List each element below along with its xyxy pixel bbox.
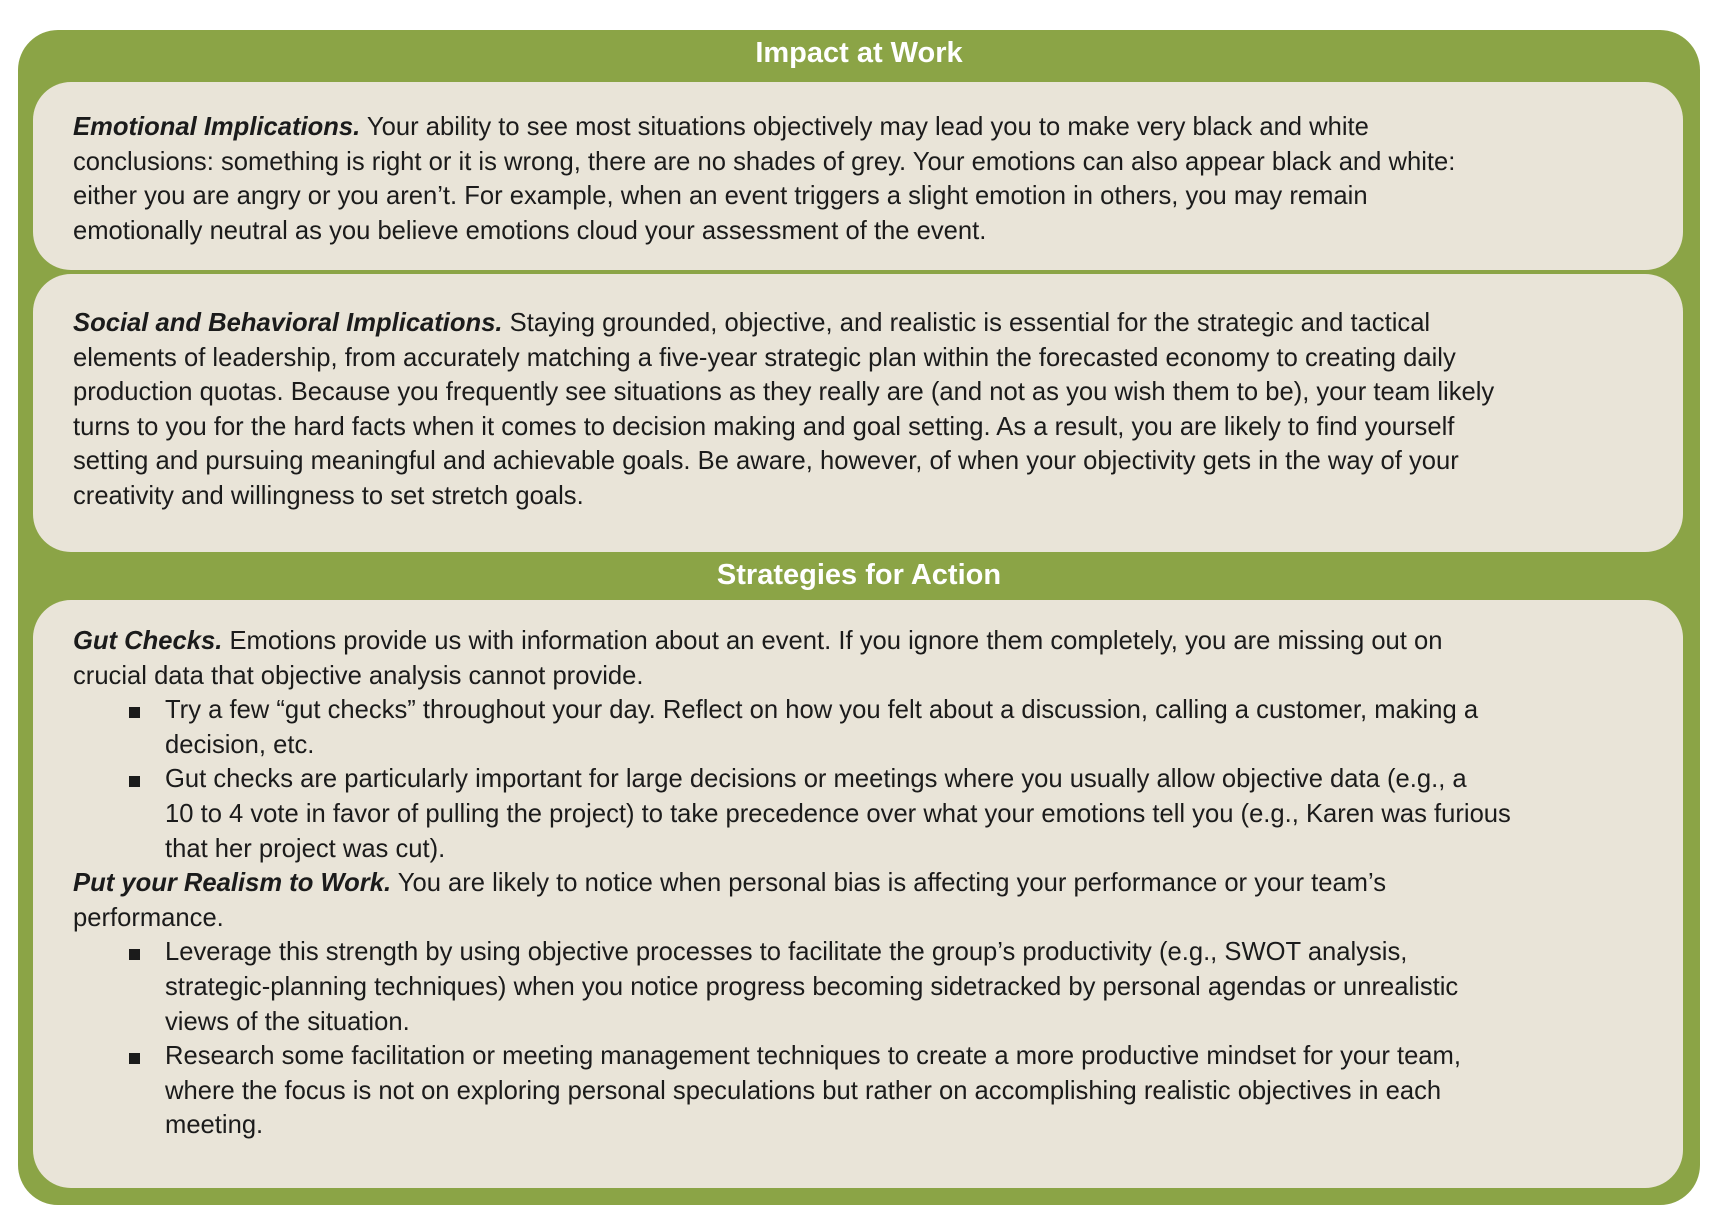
paragraph-line	[73, 624, 1643, 659]
social-behavioral-implications-lead: Social and Behavioral Implications.	[73, 309, 503, 337]
bullet-continuation: strategic-planning techniques) when you notice progress becoming sidetracked by personal agendas or unrealistic	[165, 972, 1459, 1001]
paragraph-line: crucial data that objective analysis cannot provide.	[73, 661, 644, 690]
bullet-continuation: where the focus is not on exploring personal speculations but rather on accomplishing realistic objectives in each	[165, 1076, 1442, 1105]
strategies-for-action-heading: Strategies for Action	[716, 559, 1002, 591]
paragraph-line: creativity and willingness to set stretch goals.	[73, 481, 584, 510]
paragraph-line: either you are angry or you aren’t. For example, when an event triggers a slight emotion in others, you may remain	[73, 182, 1368, 211]
line-text: Try a few “gut checks” throughout your day. Reflect on how you felt about a discussion, calling a customer, making a	[165, 696, 1479, 725]
social-behavioral-implications-text	[73, 306, 1643, 514]
social-behavioral-implications-panel	[33, 274, 1683, 552]
square-bullet-icon	[129, 949, 140, 960]
bullet-item	[73, 693, 1643, 728]
paragraph-line: turns to you for the hard facts when it comes to decision making and goal setting. As a result, you are likely to find yourself	[73, 412, 1455, 441]
emotional-implications-text	[73, 110, 1643, 248]
paragraph-line: emotionally neutral as you believe emotions cloud your assessment of the event.	[73, 216, 987, 245]
square-bullet-icon	[129, 1053, 140, 1064]
paragraph-line: production quotas. Because you frequently see situations as they really are (and not as you wish them to be), your team likely	[73, 378, 1495, 407]
line-text: Emotions provide us with information about an event. If you ignore them completely, you are missing out on	[222, 627, 1443, 655]
square-bullet-icon	[129, 707, 140, 718]
paragraph-line	[73, 110, 1643, 145]
gut-checks-lead: Gut Checks.	[73, 627, 223, 655]
report-frame	[18, 30, 1700, 1205]
bullet-continuation: meeting.	[165, 1111, 264, 1140]
line-text: Research some facilitation or meeting management techniques to create a more productive mindset for your team,	[165, 1042, 1461, 1071]
line-text: Leverage this strength by using objective processes to facilitate the group’s productivity (e.g., SWOT analysis,	[165, 938, 1408, 967]
paragraph-line: elements of leadership, from accurately matching a five-year strategic plan within the forecasted economy to creating daily	[73, 343, 1456, 372]
line-text: You are likely to notice when personal bias is affecting your performance or your team’s	[391, 869, 1387, 898]
impact-at-work-heading: Impact at Work	[755, 37, 963, 69]
bullet-continuation: decision, etc.	[165, 730, 315, 759]
paragraph-line	[73, 866, 1643, 901]
paragraph-line: conclusions: something is right or it is wrong, there are no shades of grey. Your emotions can also appear black and white:	[73, 147, 1456, 176]
bullet-item	[73, 762, 1643, 797]
put-realism-to-work-lead: Put your Realism to Work.	[73, 869, 392, 898]
emotional-implications-panel	[33, 82, 1683, 270]
line-text: Gut checks are particularly important for large decisions or meetings where you usually allow objective data (e.g., a	[165, 765, 1467, 794]
line-text: Staying grounded, objective, and realistic is essential for the strategic and tactical	[502, 309, 1431, 337]
bullet-continuation: that her project was cut).	[165, 834, 446, 863]
strategies-text	[73, 624, 1643, 1143]
paragraph-line: performance.	[73, 903, 224, 932]
bullet-continuation: 10 to 4 vote in favor of pulling the project) to take precedence over what your emotions tell you (e.g., Karen was furious	[165, 799, 1511, 828]
paragraph-line: setting and pursuing meaningful and achievable goals. Be aware, however, of when your objectivity gets in the way of your	[73, 447, 1459, 476]
bullet-item	[73, 935, 1643, 970]
line-text: Your ability to see most situations objectively may lead you to make very black and white	[360, 113, 1369, 141]
strategies-panel	[33, 600, 1683, 1188]
square-bullet-icon	[129, 776, 140, 787]
bullet-item	[73, 1039, 1643, 1074]
emotional-implications-lead: Emotional Implications.	[73, 113, 361, 141]
paragraph-line	[73, 306, 1643, 341]
bullet-continuation: views of the situation.	[165, 1007, 410, 1036]
